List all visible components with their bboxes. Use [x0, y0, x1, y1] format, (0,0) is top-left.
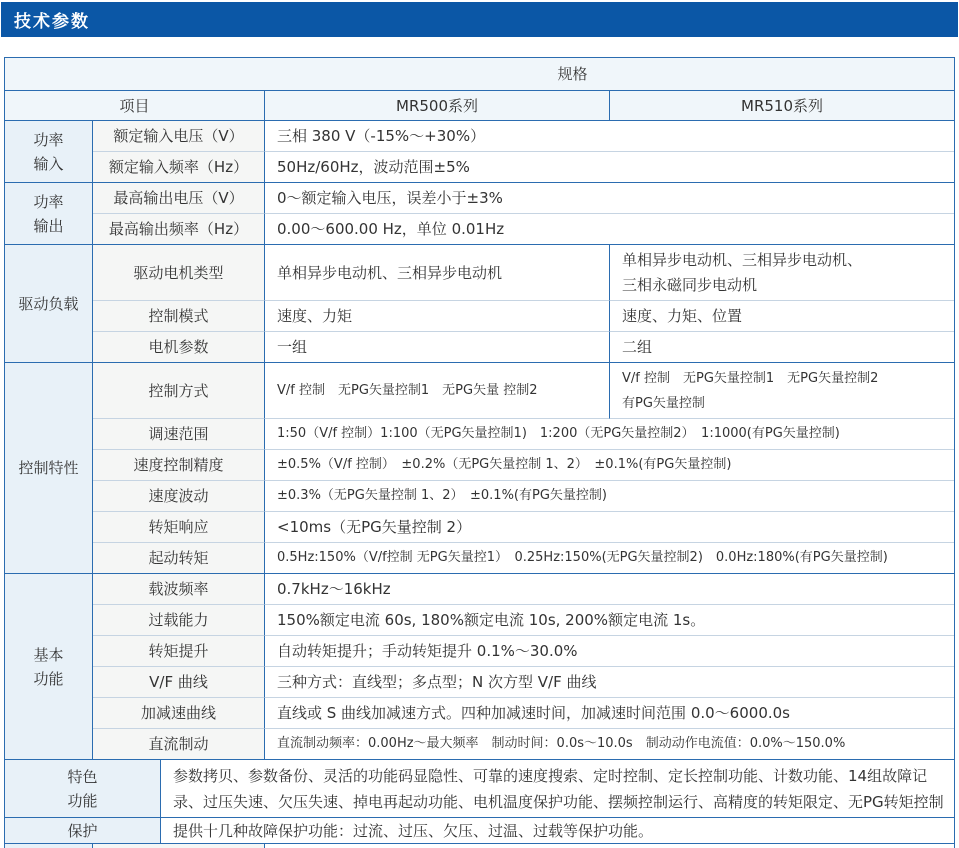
item-value-mr510: 二组: [610, 332, 954, 363]
category-label: 基本: [33, 645, 64, 664]
item-label: 额定输入频率（Hz）: [93, 152, 265, 183]
item-label: 载波频率: [93, 574, 265, 605]
feature-protection-table: [5, 760, 954, 844]
spec-table: [4, 57, 955, 848]
item-label: 起动转矩: [93, 543, 265, 574]
item-value: 1:50（V/f 控制）1:100（无PG矢量控制1) 1:200（无PG矢量控制2） 1:1000(有PG矢量控制): [265, 419, 954, 450]
category-protection: [5, 818, 161, 844]
table-row: [5, 332, 954, 363]
item-label: 控制模式: [93, 301, 265, 332]
table-row: [5, 844, 954, 848]
table-row: [5, 574, 954, 605]
table-row: [5, 729, 954, 760]
table-row: [5, 121, 954, 152]
spec-header-row: [5, 58, 954, 91]
table-row: [5, 481, 954, 512]
category-label: 功能: [67, 791, 98, 810]
item-value-mr500: 一组: [265, 332, 610, 363]
item-value: 直流制动频率：0.00Hz～最大频率 制动时间：0.0s～10.0s 制动动作电流值：0.0%～150.0%: [265, 729, 954, 760]
item-value: 0.5Hz:150%（V/f控制 无PG矢量控1） 0.25Hz:150%(无PG矢量控制2) 0.0Hz:180%(有PG矢量控制): [265, 543, 954, 574]
item-value: 三种方式：直线型；多点型；N 次方型 V/F 曲线: [265, 667, 954, 698]
page-title: 技术参数: [14, 12, 90, 32]
item-value: 0～额定输入电压，误差小于±3%: [265, 183, 954, 214]
title-bar: [1, 2, 958, 37]
item-label: 速度控制精度: [93, 450, 265, 481]
category-label: 功率: [33, 192, 64, 211]
item-value: 0.00～600.00 Hz，单位 0.01Hz: [265, 214, 954, 245]
partial-cell: [93, 844, 265, 848]
item-label: 调速范围: [93, 419, 265, 450]
table-row: [5, 636, 954, 667]
item-label: 额定输入电压（V）: [93, 121, 265, 152]
item-label: 转矩提升: [93, 636, 265, 667]
table-row: [5, 152, 954, 183]
item-value-mr510: [610, 363, 954, 419]
category-label: 输出: [33, 216, 64, 235]
table-row: [5, 363, 954, 419]
category-control-traits: [5, 363, 93, 574]
category-label: 保护: [67, 821, 98, 840]
item-value-mr500: 速度、力矩: [265, 301, 610, 332]
value-line: 三相永磁同步电动机: [622, 275, 758, 294]
item-label: 转矩响应: [93, 512, 265, 543]
item-label: 控制方式: [93, 363, 265, 419]
item-value: 自动转矩提升；手动转矩提升 0.1%～30.0%: [265, 636, 954, 667]
item-value: ±0.3%（无PG矢量控制 1、2） ±0.1%(有PG矢量控制): [265, 481, 954, 512]
item-value: <10ms（无PG矢量控制 2）: [265, 512, 954, 543]
partial-cell: [5, 844, 93, 848]
item-label: 电机参数: [93, 332, 265, 363]
table-row: [5, 512, 954, 543]
column-header-row: [5, 91, 954, 121]
value-line: V/f 控制 无PG矢量控制1 无PG矢量控制2: [622, 370, 879, 386]
table-row: [5, 667, 954, 698]
category-label: 控制特性: [18, 459, 79, 477]
item-label: V/F 曲线: [93, 667, 265, 698]
value-line: 有PG矢量控制: [622, 395, 705, 411]
category-basic-functions: [5, 574, 93, 760]
table-row: [5, 605, 954, 636]
item-label: 速度波动: [93, 481, 265, 512]
item-value-mr510: 速度、力矩、位置: [610, 301, 954, 332]
table-row: [5, 698, 954, 729]
col-header-mr500: MR500系列: [265, 91, 610, 121]
table-row: [5, 818, 954, 844]
item-value: 0.7kHz～16kHz: [265, 574, 954, 605]
table-row: [5, 301, 954, 332]
item-value: ±0.5%（V/f 控制） ±0.2%（无PG矢量控制 1、2） ±0.1%(有PG矢量控制): [265, 450, 954, 481]
item-label: 直流制动: [93, 729, 265, 760]
category-label: 功能: [33, 669, 64, 688]
item-value-mr500: 单相异步电动机、三相异步电动机: [265, 245, 610, 301]
table-row: [5, 450, 954, 481]
category-label: 驱动负载: [18, 294, 79, 313]
value-line: 单相异步电动机、三相异步电动机、: [622, 250, 863, 269]
item-label: 最高输出频率（Hz）: [93, 214, 265, 245]
category-drive-load: [5, 245, 93, 363]
item-value-mr510: [610, 245, 954, 301]
category-power-input: [5, 121, 93, 183]
table-row: [5, 760, 954, 818]
item-label: 加减速曲线: [93, 698, 265, 729]
category-special-functions: [5, 760, 161, 818]
category-power-output: [5, 183, 93, 245]
item-value: 三相 380 V（-15%～+30%）: [265, 121, 954, 152]
item-label: 驱动电机类型: [93, 245, 265, 301]
item-value: 50Hz/60Hz，波动范围±5%: [265, 152, 954, 183]
item-label: 过载能力: [93, 605, 265, 636]
special-functions-value: 参数拷贝、参数备份、灵活的功能码显隐性、可靠的速度搜索、定时控制、定长控制功能、计数功能、14组故障记录、过压失速、欠压失速、掉电再起动功能、电机温度保护功能、摆频控制运行、高精度的转矩限定、无PG转矩控制: [161, 760, 954, 818]
table-row: [5, 419, 954, 450]
item-label: 最高输出电压（V）: [93, 183, 265, 214]
table-row: [5, 543, 954, 574]
partial-cell: [265, 844, 954, 848]
category-label: 功率: [33, 130, 64, 149]
col-header-item: 项目: [5, 91, 265, 121]
item-value: 150%额定电流 60s, 180%额定电流 10s, 200%额定电流 1s。: [265, 605, 954, 636]
item-value: 直线或 S 曲线加减速方式。四种加减速时间，加减速时间范围 0.0～6000.0s: [265, 698, 954, 729]
protection-value: 提供十几种故障保护功能：过流、过压、欠压、过温、过载等保护功能。: [161, 818, 954, 844]
spec-header-cell: 规格: [5, 58, 954, 91]
partial-bottom-table: [5, 844, 954, 848]
item-value-mr500: V/f 控制 无PG矢量控制1 无PG矢量 控制2: [265, 363, 610, 419]
main-spec-table: [5, 58, 954, 760]
table-row: [5, 245, 954, 301]
col-header-mr510: MR510系列: [610, 91, 954, 121]
category-label: 输入: [33, 154, 64, 173]
table-row: [5, 214, 954, 245]
table-row: [5, 183, 954, 214]
category-label: 特色: [67, 767, 98, 786]
